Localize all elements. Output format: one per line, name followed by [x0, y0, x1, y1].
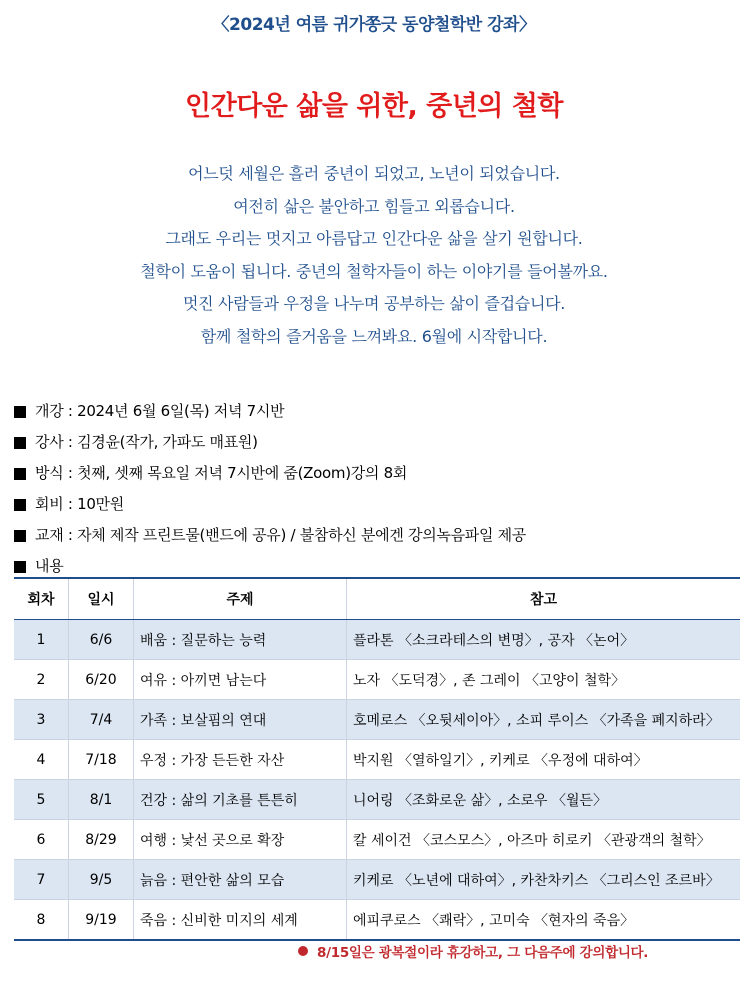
reference-cell: 박지원 〈열하일기〉, 키케로 〈우정에 대하여〉: [347, 740, 741, 780]
topic-cell: 배움 : 질문하는 능력: [134, 620, 347, 660]
info-item-materials: [14, 520, 734, 551]
table-row: [14, 860, 740, 900]
reference-cell: 칼 세이건 〈코스모스〉, 아즈마 히로키 〈관광객의 철학〉: [347, 820, 741, 860]
info-text: 교재 : 자체 제작 프린트물(밴드에 공유) / 불참하신 분에겐 강의녹음파일 제공: [35, 526, 526, 544]
table-row: [14, 660, 740, 700]
square-bullet-icon: [14, 499, 26, 511]
page-title: 인간다운 삶을 위한, 중년의 철학: [185, 91, 563, 122]
session-cell: 8: [14, 900, 69, 941]
table-row: [14, 740, 740, 780]
holiday-note-text: 8/15일은 광복절이라 휴강하고, 그 다음주에 강의합니다.: [317, 945, 649, 961]
info-text: 강사 : 김경윤(작가, 가파도 매표원): [35, 433, 258, 451]
square-bullet-icon: [14, 530, 26, 542]
info-item-fee: [14, 489, 734, 520]
session-cell: 5: [14, 780, 69, 820]
date-cell: 6/6: [69, 620, 134, 660]
reference-cell: 플라톤 〈소크라테스의 변명〉, 공자 〈논어〉: [347, 620, 741, 660]
table-row: [14, 620, 740, 660]
info-text: 방식 : 첫째, 셋째 목요일 저녁 7시반에 줌(Zoom)강의 8회: [35, 464, 408, 482]
session-cell: 1: [14, 620, 69, 660]
date-cell: 8/29: [69, 820, 134, 860]
topic-cell: 우정 : 가장 든든한 자산: [134, 740, 347, 780]
session-cell: 6: [14, 820, 69, 860]
square-bullet-icon: [14, 468, 26, 480]
reference-cell: 에피쿠로스 〈쾌락〉, 고미숙 〈현자의 죽음〉: [347, 900, 741, 941]
square-bullet-icon: [14, 437, 26, 449]
square-bullet-icon: [14, 406, 26, 418]
column-header-reference: 참고: [347, 578, 741, 620]
intro-line: 어느덧 세월은 흘러 중년이 되었고, 노년이 되었습니다.: [188, 164, 560, 183]
session-cell: 7: [14, 860, 69, 900]
intro-line: 멋진 사람들과 우정을 나누며 공부하는 삶이 즐겁습니다.: [182, 294, 566, 313]
reference-cell: 키케로 〈노년에 대하여〉, 카찬차키스 〈그리스인 조르바〉: [347, 860, 741, 900]
date-cell: 8/1: [69, 780, 134, 820]
date-cell: 7/18: [69, 740, 134, 780]
topic-cell: 죽음 : 신비한 미지의 세계: [134, 900, 347, 941]
topic-cell: 건강 : 삶의 기초를 튼튼히: [134, 780, 347, 820]
column-header-date: 일시: [69, 578, 134, 620]
reference-cell: 노자 〈도덕경〉, 존 그레이 〈고양이 철학〉: [347, 660, 741, 700]
table-row: [14, 820, 740, 860]
holiday-note: [298, 941, 648, 961]
date-cell: 9/19: [69, 900, 134, 941]
column-header-topic: 주제: [134, 578, 347, 620]
square-bullet-icon: [14, 561, 26, 573]
info-text: 개강 : 2024년 6월 6일(목) 저녁 7시반: [35, 402, 285, 420]
reference-cell: 호메로스 〈오뒷세이아〉, 소피 루이스 〈가족을 폐지하라〉: [347, 700, 741, 740]
topic-cell: 여유 : 아끼면 남는다: [134, 660, 347, 700]
info-item-method: [14, 458, 734, 489]
table-row: [14, 780, 740, 820]
topic-cell: 가족 : 보살핌의 연대: [134, 700, 347, 740]
info-item-start: [14, 396, 734, 427]
intro-line: 여전히 삶은 불안하고 힘들고 외롭습니다.: [233, 196, 515, 216]
column-header-session: 회차: [14, 578, 69, 620]
info-text: 회비 : 10만원: [35, 495, 124, 513]
info-item-instructor: [14, 427, 734, 458]
red-dot-icon: [298, 946, 308, 956]
date-cell: 7/4: [69, 700, 134, 740]
intro-line: 함께 철학의 즐거움을 느껴봐요. 6월에 시작합니다.: [200, 326, 548, 346]
schedule-table: [14, 577, 740, 941]
course-info-list: [14, 396, 734, 582]
table-header-row: [14, 578, 740, 620]
date-cell: 6/20: [69, 660, 134, 700]
session-cell: 2: [14, 660, 69, 700]
intro-paragraph: [0, 158, 748, 353]
session-cell: 4: [14, 740, 69, 780]
table-row: [14, 900, 740, 941]
table-row: [14, 700, 740, 740]
topic-cell: 늙음 : 편안한 삶의 모습: [134, 860, 347, 900]
session-cell: 3: [14, 700, 69, 740]
info-text: 내용: [35, 557, 64, 575]
course-series-title: 〈2024년 여름 귀가쫑긋 동양철학반 강좌〉: [212, 15, 536, 35]
topic-cell: 여행 : 낯선 곳으로 확장: [134, 820, 347, 860]
intro-line: 철학이 도움이 됩니다. 중년의 철학자들이 하는 이야기를 들어볼까요.: [140, 261, 608, 281]
reference-cell: 니어링 〈조화로운 삶〉, 소로우 〈월든〉: [347, 780, 741, 820]
date-cell: 9/5: [69, 860, 134, 900]
intro-line: 그래도 우리는 멋지고 아름답고 인간다운 삶을 살기 원합니다.: [165, 229, 583, 248]
